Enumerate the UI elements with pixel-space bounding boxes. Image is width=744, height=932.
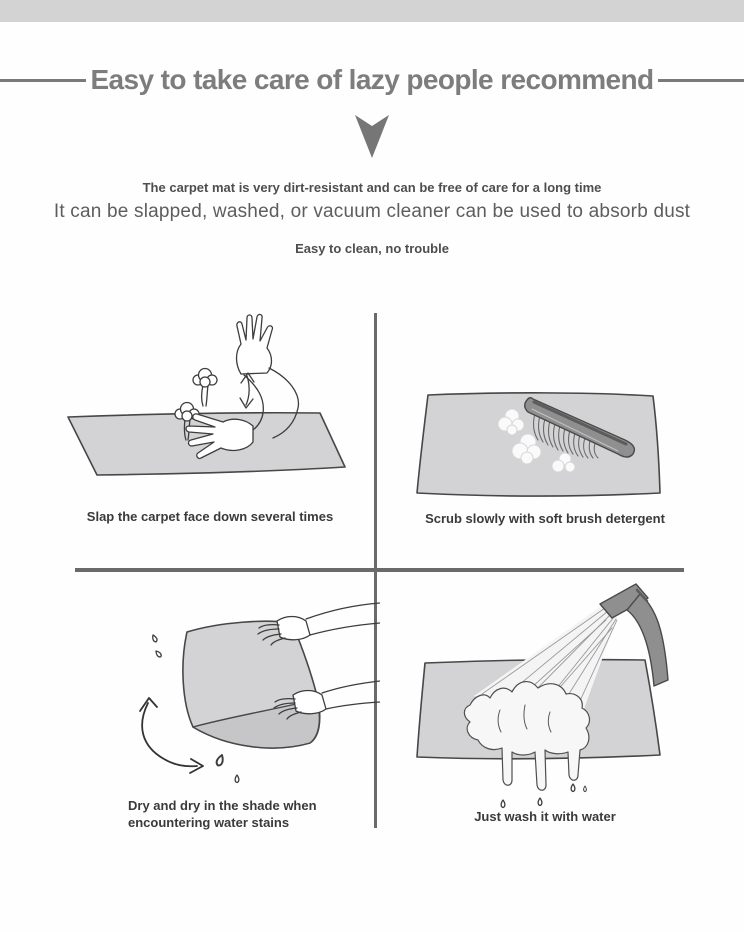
intro-line-3: Easy to clean, no trouble: [295, 241, 449, 256]
title-row: [0, 58, 744, 102]
grid-divider-horizontal: [75, 568, 684, 572]
step-caption-wash: Just wash it with water: [474, 809, 616, 824]
top-gray-band: [0, 0, 744, 22]
title-rule-left: [0, 79, 86, 82]
intro-line-2: It can be slapped, washed, or vacuum cleaner can be used to absorb dust: [53, 201, 691, 222]
step-caption-slap: Slap the carpet face down several times: [86, 509, 334, 524]
hands-slapping-carpet-illustration: [45, 302, 370, 502]
water-splash: [464, 682, 589, 791]
step-caption-dry: Dry and dry in the shade when encountering water stains: [128, 798, 317, 830]
soft-brush-scrubbing-illustration: [400, 338, 700, 508]
dust-puff-icon: [193, 369, 217, 407]
page-title: Easy to take care of lazy people recommend: [90, 64, 654, 95]
intro-line-1: The carpet mat is very dirt-resistant and can be free of care for a long time: [142, 180, 602, 195]
shower-washing-illustration: [400, 580, 700, 810]
step-caption-scrub: Scrub slowly with soft brush detergent: [425, 511, 665, 526]
down-arrow-icon: [354, 115, 390, 158]
folded-carpet-drying-illustration: [70, 595, 380, 795]
title-rule-right: [658, 79, 744, 82]
